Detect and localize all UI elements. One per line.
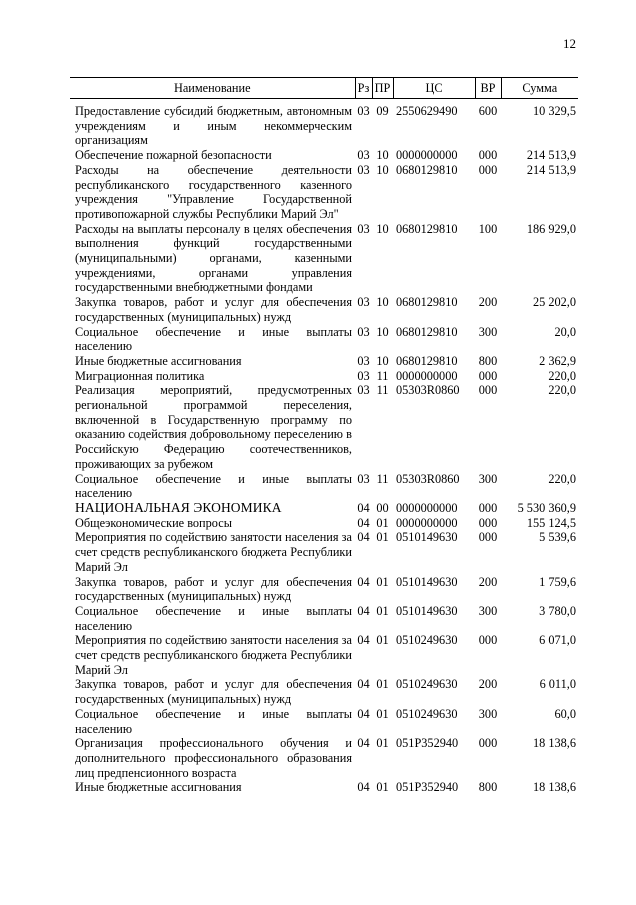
cell-rz: 03 [357,221,370,236]
cell-pr: 01 [376,515,389,530]
cell-pr: 10 [376,324,389,339]
cell-sum: 220,0 [548,368,576,383]
table-row [70,295,578,324]
cell-cs: 0510249630 [396,633,458,648]
cell-name: Иные бюджетные ассигнования [75,780,242,795]
budget-table [70,77,578,795]
table-section-row [70,501,578,516]
cell-vr: 000 [478,148,498,163]
cell-pr: 01 [376,603,389,618]
table-row [70,707,578,736]
table-row [70,148,578,163]
table-row [70,633,578,677]
cell-cs: 0000000000 [396,368,458,383]
cell-cs: 05303R0860 [396,471,460,486]
cell-sum: 155 124,5 [526,515,576,530]
cell-sum: 6 071,0 [539,633,576,648]
cell-sum: 18 138,6 [532,736,576,751]
cell-sum: 5 539,6 [539,530,576,545]
cell-cs: 0000000000 [396,515,458,530]
cell-name: НАЦИОНАЛЬНАЯ ЭКОНОМИКА [75,499,282,515]
cell-rz: 03 [357,324,370,339]
cell-vr: 200 [478,574,498,589]
cell-pr: 10 [376,148,389,163]
cell-vr: 000 [478,515,498,530]
cell-name: Предоставление субсидий бюджетным, автономным учреждениям и иным некоммерческим организациям [75,104,352,148]
cell-sum: 1 759,6 [539,574,576,589]
cell-name: Социальное обеспечение и иные выплаты населению [75,706,352,736]
cell-pr: 01 [376,574,389,589]
cell-name: Реализация мероприятий, предусмотренных региональной программой переселения, включенной в Государственную программу по оказанию содействия добровольному переселению в Российскую Федерацию соотечественников, проживающих за рубежом [75,383,352,471]
table-row [70,516,578,531]
cell-sum: 3 780,0 [539,603,576,618]
cell-vr: 800 [478,353,498,368]
cell-cs: 0680129810 [396,324,458,339]
table-row [70,736,578,780]
cell-sum: 214 513,9 [526,162,576,177]
cell-vr: 000 [478,736,498,751]
cell-pr: 00 [376,500,389,515]
table-row [70,104,578,148]
cell-rz: 03 [357,295,370,310]
cell-vr: 600 [478,104,498,118]
header-name: Наименование [70,78,355,99]
cell-rz: 03 [357,383,370,398]
cell-rz: 03 [357,162,370,177]
cell-name: Закупка товаров, работ и услуг для обеспечения государственных (муниципальных) нужд [75,295,352,324]
cell-name: Социальное обеспечение и иные выплаты населению [75,324,352,354]
cell-name: Иные бюджетные ассигнования [75,353,242,368]
cell-sum: 214 513,9 [526,148,576,163]
table-row [70,354,578,369]
cell-cs: 0510149630 [396,530,458,545]
cell-rz: 03 [357,148,370,163]
cell-name: Мероприятия по содействию занятости населения за счет средств республиканского бюджета Республики Марий Эл [75,530,352,574]
cell-pr: 11 [376,368,389,383]
table-row [70,383,578,471]
cell-vr: 000 [478,633,498,648]
cell-sum: 25 202,0 [532,295,576,310]
cell-cs: 0680129810 [396,295,458,310]
cell-pr: 10 [376,353,389,368]
cell-vr: 000 [478,162,498,177]
cell-rz: 04 [357,603,370,618]
cell-sum: 60,0 [554,706,576,721]
header-sum: Сумма [501,78,578,99]
cell-vr: 300 [478,324,498,339]
cell-rz: 03 [357,104,370,118]
cell-name: Обеспечение пожарной безопасности [75,148,272,163]
cell-name: Социальное обеспечение и иные выплаты населению [75,471,352,501]
cell-vr: 200 [478,295,498,310]
cell-rz: 04 [357,500,370,515]
page-number: 12 [563,36,576,51]
cell-pr: 09 [376,104,389,118]
cell-vr: 300 [478,603,498,618]
cell-name: Закупка товаров, работ и услуг для обеспечения государственных (муниципальных) нужд [75,574,352,604]
cell-rz: 03 [357,353,370,368]
cell-name: Социальное обеспечение и иные выплаты населению [75,603,352,633]
table-row [70,163,578,222]
cell-sum: 220,0 [548,471,576,486]
cell-pr: 11 [376,383,389,398]
cell-rz: 04 [357,706,370,721]
table-row [70,780,578,795]
cell-cs: 0680129810 [396,162,458,177]
cell-name: Общеэкономические вопросы [75,515,232,530]
cell-name: Закупка товаров, работ и услуг для обеспечения государственных (муниципальных) нужд [75,677,352,707]
cell-cs: 0680129810 [396,221,458,236]
cell-vr: 800 [478,780,498,795]
cell-cs: 0510149630 [396,574,458,589]
cell-pr: 10 [376,221,389,236]
cell-vr: 000 [478,530,498,545]
table-row [70,575,578,604]
table-row [70,604,578,633]
cell-vr: 300 [478,706,498,721]
cell-cs: 0510249630 [396,706,458,721]
cell-sum: 20,0 [554,324,576,339]
cell-vr: 000 [478,383,498,398]
cell-pr: 01 [376,677,389,692]
header-cs: ЦС [393,78,475,99]
cell-cs: 05303R0860 [396,383,460,398]
cell-rz: 04 [357,574,370,589]
cell-sum: 6 011,0 [539,677,576,692]
cell-vr: 000 [478,500,498,515]
cell-rz: 04 [357,530,370,545]
cell-pr: 01 [376,633,389,648]
table-body [70,99,578,796]
cell-cs: 0510249630 [396,677,458,692]
header-pr: ПР [372,78,393,99]
cell-pr: 10 [376,162,389,177]
cell-vr: 100 [478,221,498,236]
cell-rz: 04 [357,633,370,648]
table-header [70,78,578,99]
cell-vr: 200 [478,677,498,692]
cell-cs: 051P352940 [396,780,459,795]
header-rz: Рз [355,78,372,99]
cell-pr: 01 [376,736,389,751]
cell-name: Расходы на выплаты персоналу в целях обеспечения выполнения функций государственными (муниципальными) органами, казенными учреждениями, органами управления государственными внебюджетными фондами [75,221,352,295]
table-row [70,472,578,501]
cell-name: Организация профессионального обучения и дополнительного профессионального образования лиц предпенсионного возраста [75,736,352,780]
cell-rz: 03 [357,368,370,383]
cell-pr: 01 [376,780,389,795]
cell-cs: 051P352940 [396,736,459,751]
cell-sum: 10 329,5 [532,104,576,118]
cell-rz: 04 [357,780,370,795]
cell-vr: 000 [478,368,498,383]
cell-vr: 300 [478,471,498,486]
cell-sum: 18 138,6 [532,780,576,795]
table-row [70,530,578,574]
cell-name: Мероприятия по содействию занятости населения за счет средств республиканского бюджета Республики Марий Эл [75,633,352,677]
cell-sum: 186 929,0 [526,221,576,236]
cell-cs: 0680129810 [396,353,458,368]
cell-cs: 0000000000 [396,500,458,515]
cell-rz: 04 [357,677,370,692]
header-vr: ВР [475,78,501,99]
cell-pr: 01 [376,706,389,721]
table-row [70,222,578,296]
cell-pr: 11 [376,471,389,486]
cell-sum: 2 362,9 [539,353,576,368]
cell-sum: 5 530 360,9 [517,500,576,515]
cell-pr: 10 [376,295,389,310]
cell-sum: 220,0 [548,383,576,398]
table-row [70,677,578,706]
cell-name: Расходы на обеспечение деятельности республиканского государственного казенного учреждения "Управление Государственной противопожарной службы Республики Марий Эл" [75,162,352,221]
cell-cs: 0000000000 [396,148,458,163]
cell-cs: 2550629490 [396,104,458,118]
cell-rz: 03 [357,471,370,486]
cell-name: Миграционная политика [75,368,205,383]
table-row [70,369,578,384]
cell-pr: 01 [376,530,389,545]
table-row [70,325,578,354]
cell-rz: 04 [357,515,370,530]
cell-cs: 0510149630 [396,603,458,618]
cell-rz: 04 [357,736,370,751]
